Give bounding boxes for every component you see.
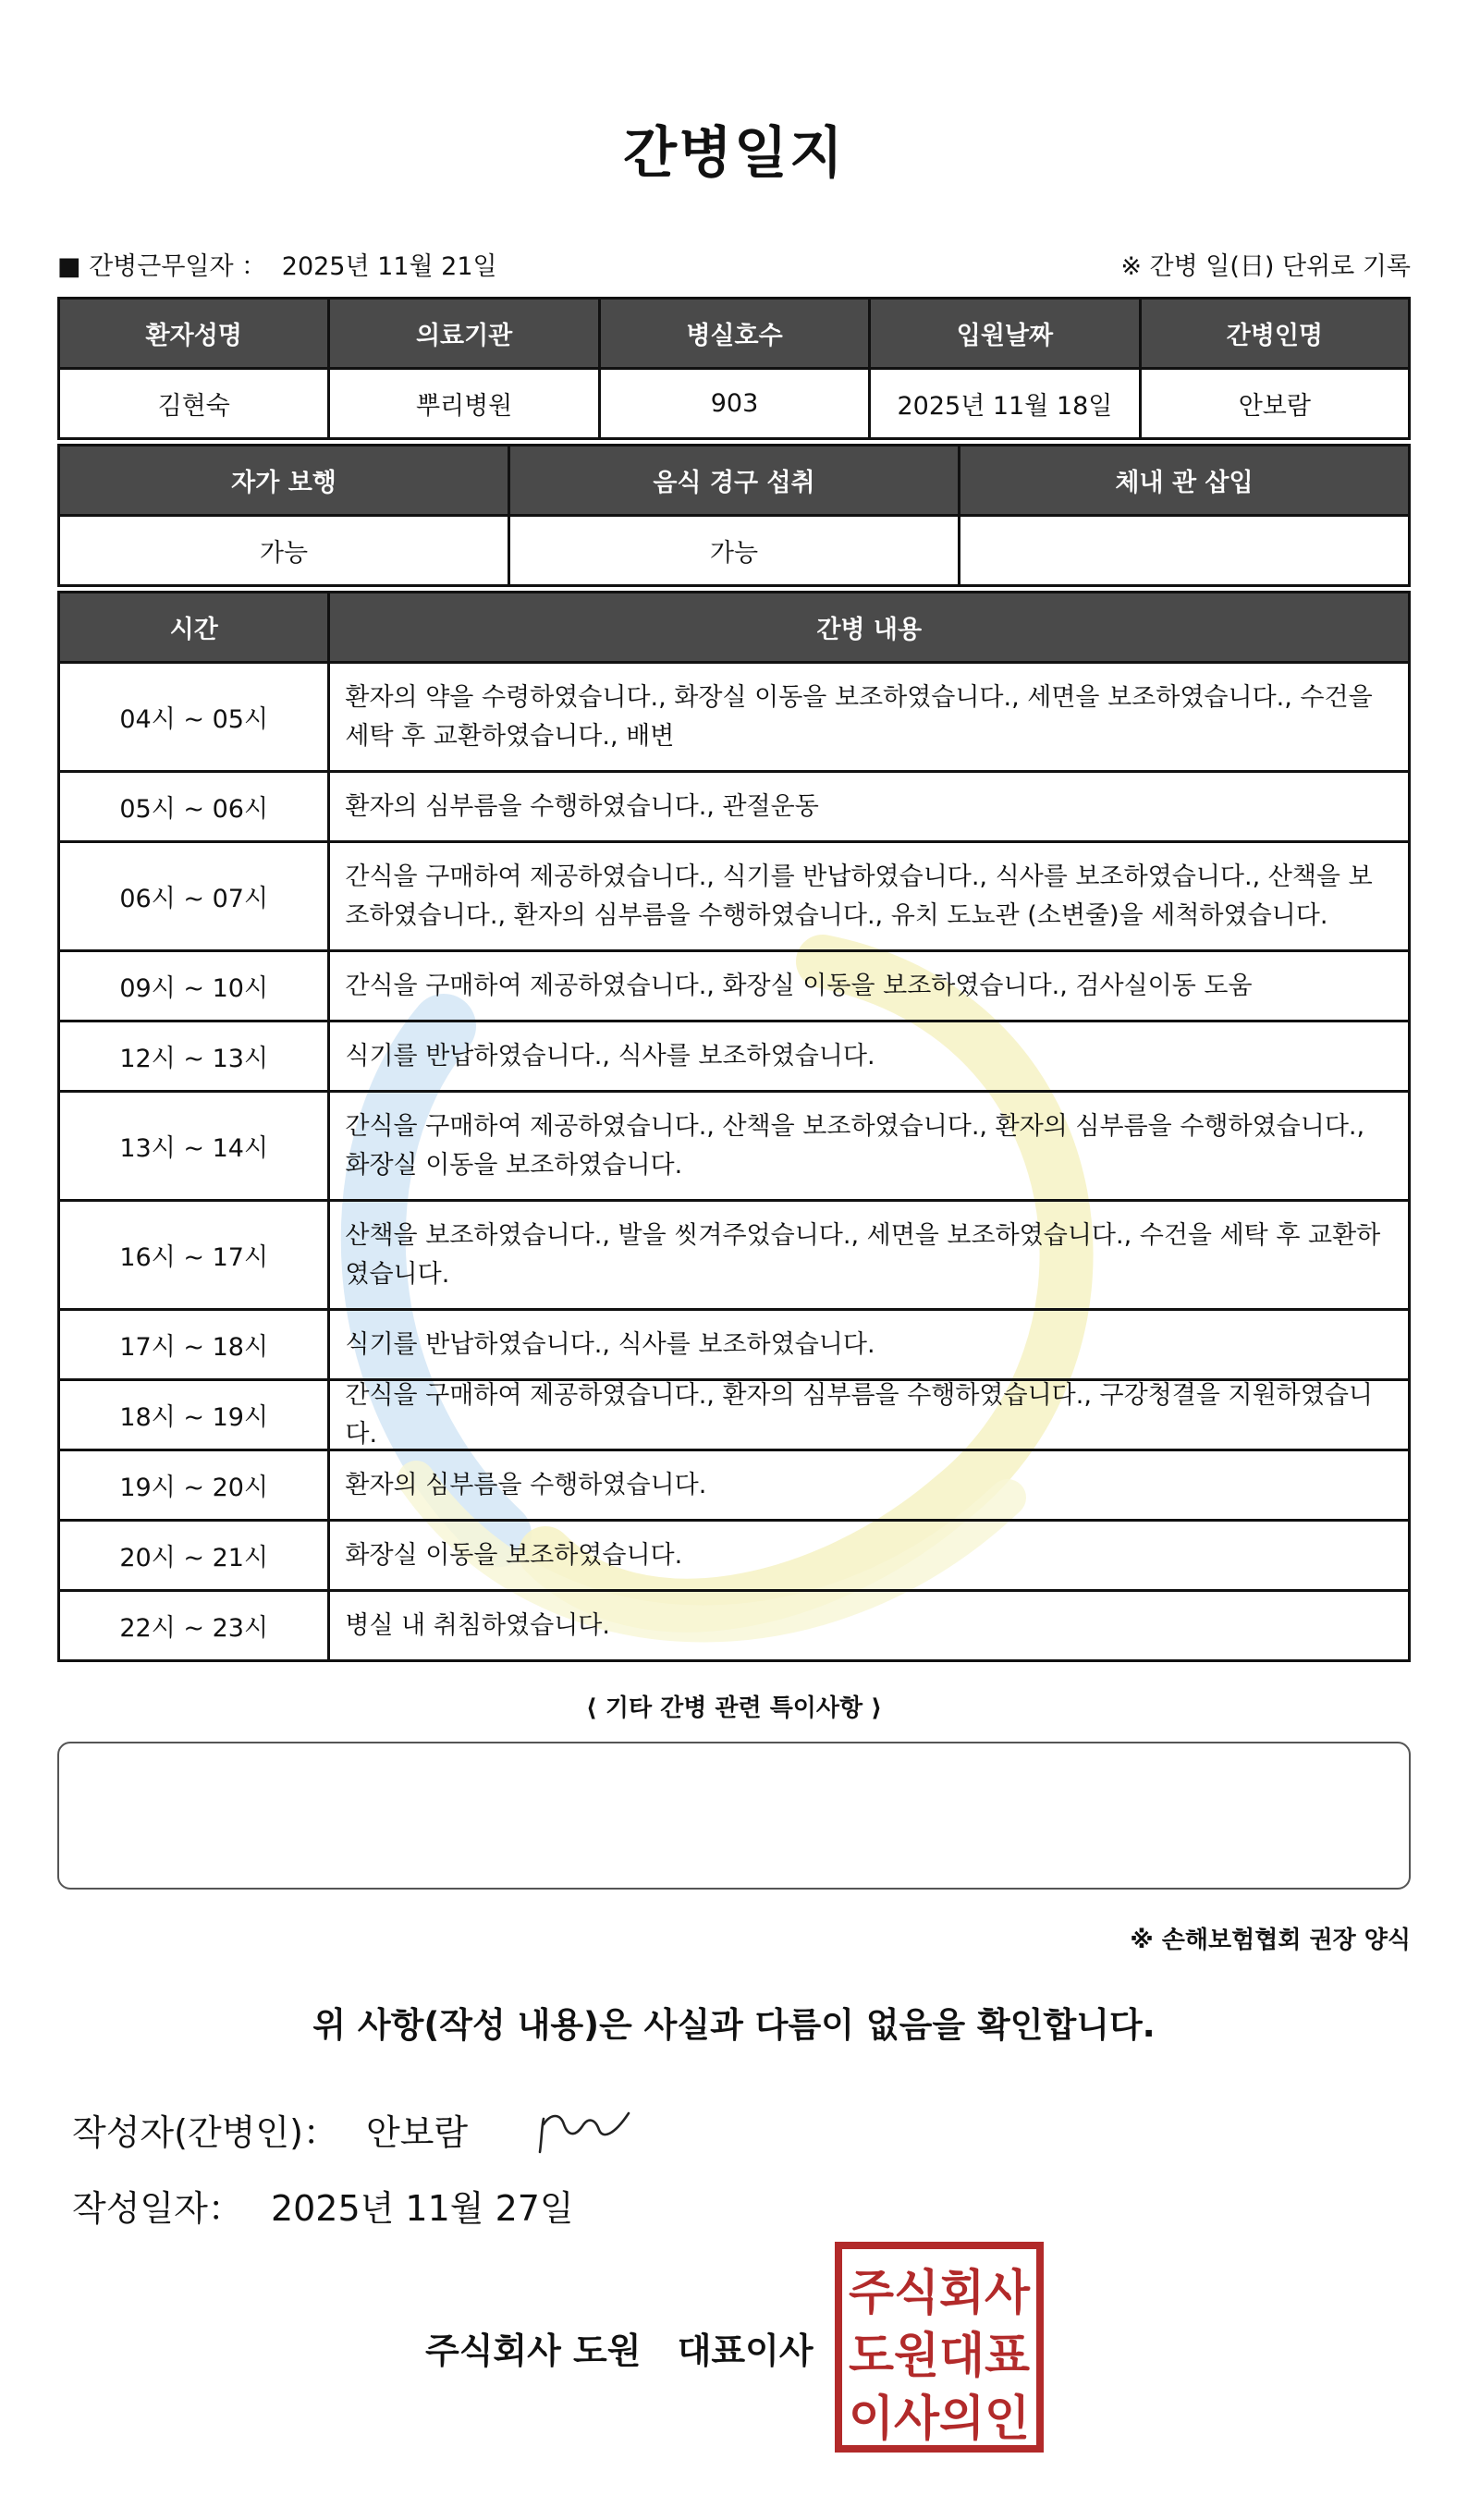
header-time: 시간	[60, 593, 330, 664]
work-date	[57, 246, 497, 282]
row-time: 09시 ~ 10시	[60, 952, 330, 1022]
hospital-name: 뿌리병원	[330, 370, 600, 440]
form-source-note: ※ 손해보험협회 권장 양식	[1130, 1927, 1411, 1954]
header-self-walking: 자가 보행	[60, 447, 510, 517]
work-date-label: ■ 간병근무일자 ：	[57, 252, 267, 281]
header-hospital: 의료기관	[330, 300, 600, 370]
row-time: 20시 ~ 21시	[60, 1522, 330, 1592]
header-care-content: 간병 내용	[330, 593, 1411, 664]
header-oral-intake: 음식 경구 섭취	[510, 447, 960, 517]
row-content: 식기를 반납하였습니다., 식사를 보조하였습니다.	[330, 1311, 1411, 1381]
row-content: 간식을 구매하여 제공하였습니다., 화장실 이동을 보조하였습니다., 검사실이동 도움	[330, 952, 1411, 1022]
signature-icon	[534, 2106, 636, 2158]
row-time: 12시 ~ 13시	[60, 1022, 330, 1093]
header-admission-date: 입원날짜	[871, 300, 1141, 370]
row-content: 화장실 이동을 보조하였습니다.	[330, 1522, 1411, 1592]
table-row	[60, 1202, 1411, 1311]
row-content: 간식을 구매하여 제공하였습니다., 산책을 보조하였습니다., 환자의 심부름을 수행하였습니다., 화장실 이동을 보조하였습니다.	[330, 1093, 1411, 1202]
company-seal-icon	[834, 2241, 1045, 2453]
header-room: 병실호수	[601, 300, 871, 370]
special-notes-box	[57, 1742, 1411, 1890]
tube-insertion-value	[960, 517, 1411, 587]
confirmation-statement: 위 사항(작성 내용)은 사실과 다름이 없음을 확인합니다.	[312, 2005, 1156, 2045]
row-content: 식기를 반납하였습니다., 식사를 보조하였습니다.	[330, 1022, 1411, 1093]
room-number: 903	[601, 370, 871, 440]
oral-intake-value: 가능	[510, 517, 960, 587]
table-row	[60, 664, 1411, 773]
patient-info-table	[57, 297, 1411, 440]
row-time: 13시 ~ 14시	[60, 1093, 330, 1202]
row-content: 산책을 보조하였습니다., 발을 씻겨주었습니다., 세면을 보조하였습니다., 수건을 세탁 후 교환하였습니다.	[330, 1202, 1411, 1311]
row-time: 22시 ~ 23시	[60, 1592, 330, 1662]
row-time: 04시 ~ 05시	[60, 664, 330, 773]
seal-line-2: 도원대표	[849, 2329, 1030, 2384]
patient-status-table	[57, 444, 1411, 587]
self-walking-value: 가능	[60, 517, 510, 587]
record-unit-note: ※ 간병 일(日) 단위로 기록	[1120, 252, 1411, 281]
company-signature-line	[425, 2322, 814, 2373]
table-row	[60, 1022, 1411, 1093]
table-row	[60, 1522, 1411, 1592]
caregiver-name: 안보람	[1142, 370, 1411, 440]
row-time: 16시 ~ 17시	[60, 1202, 330, 1311]
header-caregiver-name: 간병인명	[1142, 300, 1411, 370]
table-row	[60, 1592, 1411, 1662]
table-row	[60, 843, 1411, 952]
table-row	[60, 952, 1411, 1022]
company-name: 주식회사 도원	[425, 2330, 642, 2371]
work-date-value: 2025년 11월 21일	[281, 252, 497, 281]
row-time: 17시 ~ 18시	[60, 1311, 330, 1381]
row-time: 19시 ~ 20시	[60, 1451, 330, 1522]
patient-name: 김현숙	[60, 370, 330, 440]
special-notes-title: ⟨ 기타 간병 관련 특이사항 ⟩	[585, 1694, 883, 1722]
company-role: 대표이사	[677, 2330, 814, 2371]
special-notes-content	[59, 1743, 1409, 1773]
write-date-value: 2025년 11월 27일	[270, 2188, 574, 2229]
row-content: 환자의 심부름을 수행하였습니다., 관절운동	[330, 773, 1411, 843]
table-row	[60, 1311, 1411, 1381]
row-content: 병실 내 취침하였습니다.	[330, 1592, 1411, 1662]
table-row	[60, 1381, 1411, 1451]
care-log-table	[57, 591, 1411, 1662]
header-patient-name: 환자성명	[60, 300, 330, 370]
row-time: 06시 ~ 07시	[60, 843, 330, 952]
row-time: 18시 ~ 19시	[60, 1381, 330, 1451]
table-row	[60, 773, 1411, 843]
writer-label: 작성자(간병인)：	[72, 2112, 338, 2153]
write-date-line	[72, 2180, 574, 2231]
admission-date: 2025년 11월 18일	[871, 370, 1141, 440]
row-content: 환자의 심부름을 수행하였습니다.	[330, 1451, 1411, 1522]
row-time: 05시 ~ 06시	[60, 773, 330, 843]
row-content: 간식을 구매하여 제공하였습니다., 식기를 반납하였습니다., 식사를 보조하였습니다., 산책을 보조하였습니다., 환자의 심부름을 수행하였습니다., 유치 도뇨관 (소변줄)을 세척하였습니다.	[330, 843, 1411, 952]
writer-name: 안보람	[366, 2112, 469, 2153]
header-tube-insertion: 체내 관 삽입	[960, 447, 1411, 517]
table-row	[60, 1093, 1411, 1202]
seal-line-1: 주식회사	[849, 2266, 1031, 2321]
page-title: 간병일지	[623, 121, 845, 186]
table-row	[60, 1451, 1411, 1522]
row-content: 환자의 약을 수령하였습니다., 화장실 이동을 보조하였습니다., 세면을 보조하였습니다., 수건을 세탁 후 교환하였습니다., 배변	[330, 664, 1411, 773]
row-content: 간식을 구매하여 제공하였습니다., 환자의 심부름을 수행하였습니다., 구강청결을 지원하였습니다.	[330, 1381, 1411, 1451]
write-date-label: 작성일자：	[72, 2188, 243, 2229]
writer-line	[72, 2104, 468, 2155]
seal-line-3: 이사의인	[849, 2392, 1030, 2447]
